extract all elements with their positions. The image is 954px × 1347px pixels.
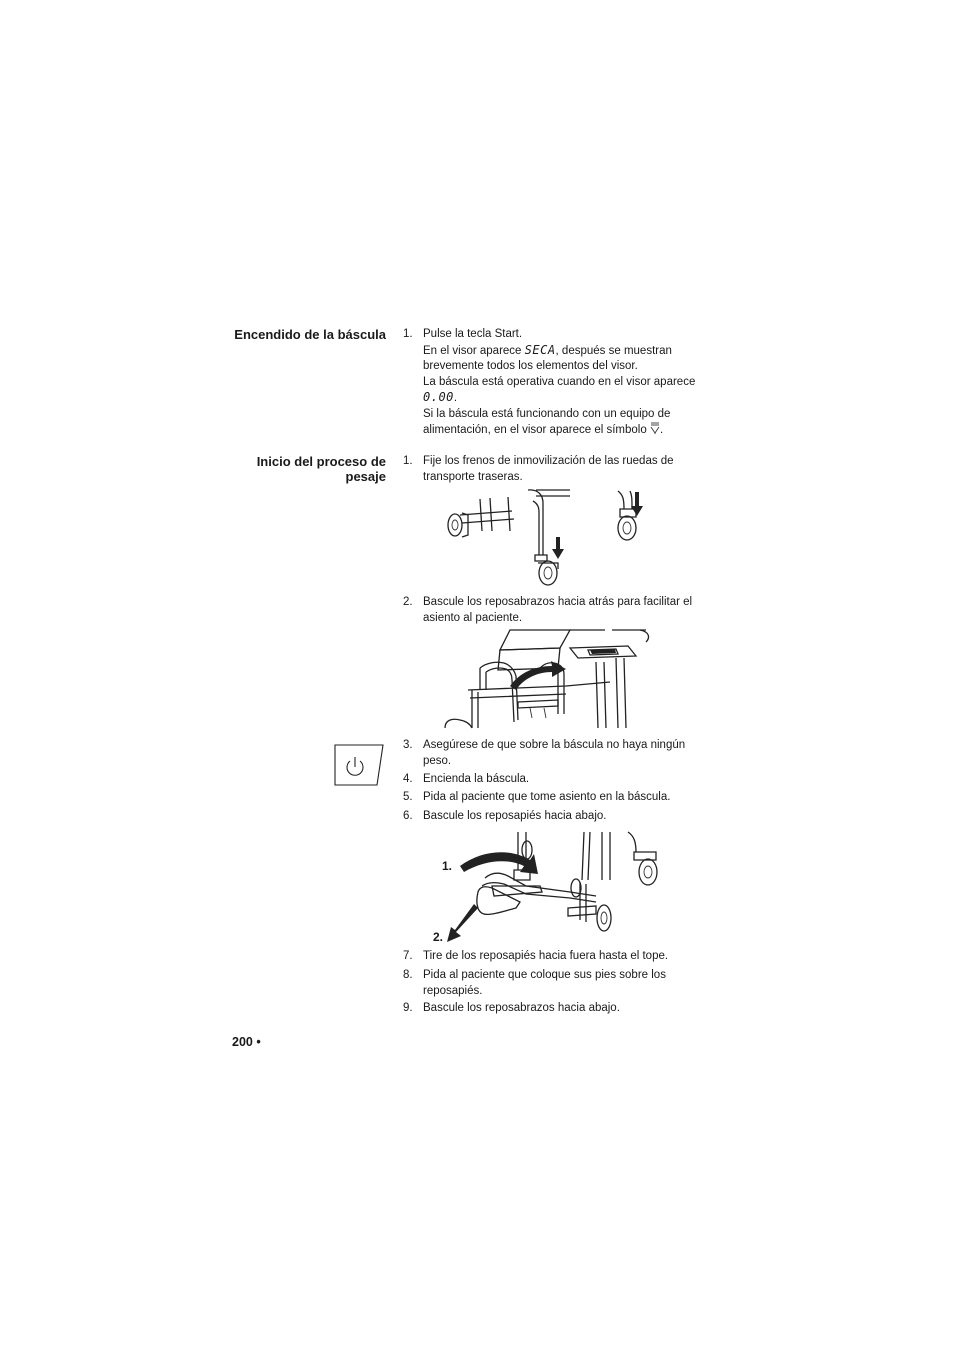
- step-number: 3.: [403, 739, 413, 751]
- step-number: 4.: [403, 773, 413, 785]
- step-text: Pida al paciente que tome asiento en la báscula.: [423, 791, 671, 803]
- step-line: [423, 375, 703, 407]
- step-text: Pida al paciente que coloque sus pies sobre los reposapiés.: [423, 969, 666, 997]
- text-fragment: , después se muestran brevemente todos los elementos del visor.: [423, 344, 672, 372]
- brake-illustration: [440, 487, 690, 587]
- step-text: Bascule los reposabrazos hacia abajo.: [423, 1002, 620, 1014]
- step-number: 9.: [403, 1002, 413, 1014]
- display-seca: SECA: [524, 342, 556, 357]
- step-text: Bascule los reposabrazos hacia atrás para facilitar el asiento al paciente.: [423, 596, 693, 624]
- text-fragment: La báscula está operativa cuando en el visor aparece: [423, 375, 696, 388]
- text-fragment: .: [659, 424, 664, 436]
- arrow-label-2: 2.: [433, 930, 444, 944]
- footrest-illustration: [430, 830, 670, 946]
- step-text: Tire de los reposapiés hacia fuera hasta el tope.: [423, 950, 669, 962]
- step-text: Encienda la báscula.: [423, 773, 530, 785]
- step-line: [423, 407, 703, 439]
- display-zero: 0.00: [423, 390, 454, 404]
- arrow-label-1: 1.: [442, 859, 453, 873]
- text-fragment: En el visor aparece: [423, 344, 525, 357]
- step-number: 1.: [403, 455, 413, 467]
- section-heading-power-on: Encendido de la báscula: [234, 327, 386, 342]
- step-text: Asegúrese de que sobre la báscula no haya ningún peso.: [423, 739, 686, 767]
- armrest-illustration: [440, 628, 670, 732]
- step-number: 5.: [403, 791, 413, 803]
- page-number: 200 •: [232, 1035, 261, 1049]
- step-number: 1.: [403, 328, 413, 340]
- step-number: 8.: [403, 969, 413, 981]
- footrest-figure: [430, 830, 670, 946]
- step-text: Bascule los reposapiés hacia abajo.: [423, 810, 607, 822]
- power-key-illustration: [334, 744, 384, 786]
- step-line: [423, 343, 703, 375]
- section-heading-weighing: Inicio del proceso de pesaje: [256, 454, 386, 484]
- power-icon: [347, 757, 363, 775]
- text-fragment: .: [453, 392, 458, 404]
- step-number: 7.: [403, 950, 413, 962]
- mains-power-icon: [650, 422, 660, 434]
- step-number: 2.: [403, 596, 413, 608]
- step-line: Pulse la tecla Start.: [423, 328, 523, 340]
- step-text: [423, 327, 703, 439]
- text-fragment: Si la báscula está funcionando con un equipo de alimentación, en el visor aparece el símbolo: [423, 407, 671, 436]
- step-number: 6.: [403, 810, 413, 822]
- step-text: Fije los frenos de inmovilización de las ruedas de transporte traseras.: [423, 455, 674, 483]
